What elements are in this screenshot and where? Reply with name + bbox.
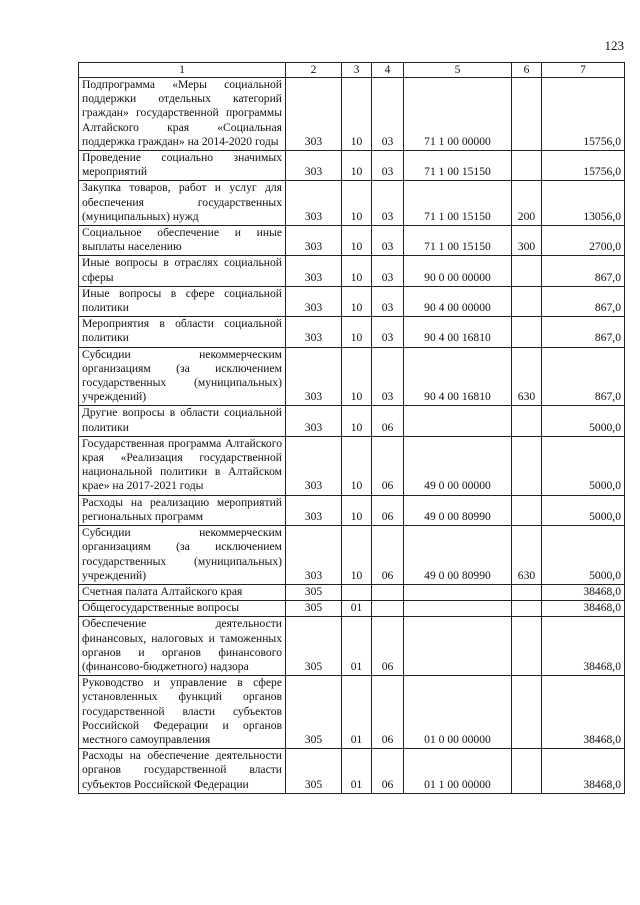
row-section-cell — [342, 584, 372, 600]
table-row — [79, 495, 625, 525]
row-name-cell: Подпрограмма «Меры социальной поддержки отдельных категорий граждан» государственной программы Алтайского края «Социальная поддержка граждан» на 2014-2020 годы — [79, 78, 286, 151]
row-expense-type-cell: 200 — [512, 181, 542, 226]
column-header: 7 — [542, 63, 625, 78]
row-expense-type-cell — [512, 286, 542, 316]
column-header: 6 — [512, 63, 542, 78]
row-amount-cell: 5000,0 — [542, 526, 625, 585]
row-name-cell: Счетная палата Алтайского края — [79, 584, 286, 600]
row-name-cell: Другие вопросы в области социальной политики — [79, 406, 286, 436]
row-section-cell: 10 — [342, 256, 372, 286]
row-section-cell: 01 — [342, 676, 372, 749]
table-row — [79, 226, 625, 256]
row-target-item-cell: 90 4 00 16810 — [404, 317, 512, 347]
row-name-cell: Мероприятия в области социальной политики — [79, 317, 286, 347]
row-expense-type-cell — [512, 676, 542, 749]
table-row — [79, 601, 625, 617]
row-amount-cell: 2700,0 — [542, 226, 625, 256]
row-expense-type-cell — [512, 151, 542, 181]
row-admin-code-cell: 303 — [286, 78, 342, 151]
row-admin-code-cell: 303 — [286, 406, 342, 436]
row-subsection-cell: 06 — [372, 676, 404, 749]
row-admin-code-cell: 303 — [286, 347, 342, 406]
row-admin-code-cell: 305 — [286, 601, 342, 617]
row-section-cell: 01 — [342, 617, 372, 676]
row-section-cell: 10 — [342, 78, 372, 151]
row-section-cell: 01 — [342, 749, 372, 794]
row-subsection-cell — [372, 601, 404, 617]
row-admin-code-cell: 303 — [286, 226, 342, 256]
row-target-item-cell — [404, 601, 512, 617]
row-expense-type-cell — [512, 317, 542, 347]
row-name-cell: Государственная программа Алтайского края «Реализация государственной национальной политики в Алтайском крае» на 2017-2021 годы — [79, 436, 286, 495]
row-name-cell: Иные вопросы в отраслях социальной сферы — [79, 256, 286, 286]
row-section-cell: 10 — [342, 181, 372, 226]
row-subsection-cell: 06 — [372, 406, 404, 436]
row-subsection-cell: 06 — [372, 436, 404, 495]
row-target-item-cell — [404, 584, 512, 600]
table-row — [79, 436, 625, 495]
row-target-item-cell: 71 1 00 15150 — [404, 151, 512, 181]
row-target-item-cell: 90 0 00 00000 — [404, 256, 512, 286]
column-header: 3 — [342, 63, 372, 78]
table-row — [79, 749, 625, 794]
row-amount-cell: 5000,0 — [542, 436, 625, 495]
column-header: 5 — [404, 63, 512, 78]
row-target-item-cell: 01 1 00 00000 — [404, 749, 512, 794]
row-subsection-cell: 03 — [372, 181, 404, 226]
row-section-cell: 10 — [342, 347, 372, 406]
row-subsection-cell: 03 — [372, 226, 404, 256]
row-expense-type-cell — [512, 749, 542, 794]
row-name-cell: Руководство и управление в сфере установленных функций органов государственной власти субъектов Российской Федерации и органов местного самоуправления — [79, 676, 286, 749]
row-amount-cell: 38468,0 — [542, 749, 625, 794]
row-expense-type-cell — [512, 601, 542, 617]
column-header: 2 — [286, 63, 342, 78]
row-admin-code-cell: 305 — [286, 676, 342, 749]
row-amount-cell: 867,0 — [542, 256, 625, 286]
row-admin-code-cell: 303 — [286, 317, 342, 347]
row-expense-type-cell — [512, 406, 542, 436]
row-name-cell: Иные вопросы в сфере социальной политики — [79, 286, 286, 316]
row-name-cell: Социальное обеспечение и иные выплаты населению — [79, 226, 286, 256]
row-target-item-cell: 90 4 00 16810 — [404, 347, 512, 406]
row-subsection-cell: 06 — [372, 749, 404, 794]
row-subsection-cell: 03 — [372, 286, 404, 316]
row-amount-cell: 5000,0 — [542, 406, 625, 436]
row-amount-cell: 867,0 — [542, 286, 625, 316]
table-row — [79, 584, 625, 600]
row-subsection-cell: 06 — [372, 617, 404, 676]
row-name-cell: Расходы на реализацию мероприятий региональных программ — [79, 495, 286, 525]
table-row — [79, 617, 625, 676]
row-expense-type-cell — [512, 495, 542, 525]
row-expense-type-cell: 630 — [512, 526, 542, 585]
row-expense-type-cell — [512, 78, 542, 151]
row-amount-cell: 38468,0 — [542, 676, 625, 749]
row-section-cell: 10 — [342, 526, 372, 585]
row-expense-type-cell: 630 — [512, 347, 542, 406]
row-amount-cell: 38468,0 — [542, 617, 625, 676]
row-name-cell: Расходы на обеспечение деятельности органов государственной власти субъектов Российской Федерации — [79, 749, 286, 794]
row-name-cell: Субсидии некоммерческим организациям (за исключением государственных (муниципальных) учреждений) — [79, 347, 286, 406]
row-subsection-cell: 06 — [372, 495, 404, 525]
row-admin-code-cell: 303 — [286, 495, 342, 525]
row-subsection-cell: 03 — [372, 347, 404, 406]
table-header-row — [79, 63, 625, 78]
row-section-cell: 10 — [342, 436, 372, 495]
row-subsection-cell: 03 — [372, 256, 404, 286]
row-target-item-cell: 49 0 00 00000 — [404, 436, 512, 495]
row-target-item-cell: 01 0 00 00000 — [404, 676, 512, 749]
row-admin-code-cell: 303 — [286, 151, 342, 181]
row-admin-code-cell: 303 — [286, 436, 342, 495]
row-admin-code-cell: 303 — [286, 526, 342, 585]
row-target-item-cell — [404, 617, 512, 676]
row-name-cell: Общегосударственные вопросы — [79, 601, 286, 617]
table-row — [79, 317, 625, 347]
table-row — [79, 526, 625, 585]
table-row — [79, 676, 625, 749]
row-admin-code-cell: 305 — [286, 749, 342, 794]
page-number: 123 — [604, 38, 624, 53]
column-header: 4 — [372, 63, 404, 78]
row-target-item-cell: 90 4 00 00000 — [404, 286, 512, 316]
column-header: 1 — [79, 63, 286, 78]
row-subsection-cell: 03 — [372, 317, 404, 347]
row-expense-type-cell — [512, 436, 542, 495]
row-amount-cell: 13056,0 — [542, 181, 625, 226]
row-expense-type-cell — [512, 617, 542, 676]
table-row — [79, 78, 625, 151]
row-admin-code-cell: 305 — [286, 584, 342, 600]
row-expense-type-cell — [512, 584, 542, 600]
table-row — [79, 347, 625, 406]
row-name-cell: Субсидии некоммерческим организациям (за исключением государственных (муниципальных) учреждений) — [79, 526, 286, 585]
table-row — [79, 286, 625, 316]
row-target-item-cell: 49 0 00 80990 — [404, 495, 512, 525]
row-amount-cell: 38468,0 — [542, 601, 625, 617]
table-row — [79, 406, 625, 436]
row-section-cell: 10 — [342, 406, 372, 436]
row-amount-cell: 867,0 — [542, 317, 625, 347]
row-admin-code-cell: 305 — [286, 617, 342, 676]
row-admin-code-cell: 303 — [286, 286, 342, 316]
row-target-item-cell: 71 1 00 00000 — [404, 78, 512, 151]
row-section-cell: 10 — [342, 286, 372, 316]
table-row — [79, 151, 625, 181]
table-row — [79, 181, 625, 226]
row-section-cell: 10 — [342, 151, 372, 181]
row-amount-cell: 38468,0 — [542, 584, 625, 600]
row-name-cell: Закупка товаров, работ и услуг для обеспечения государственных (муниципальных) нужд — [79, 181, 286, 226]
row-amount-cell: 5000,0 — [542, 495, 625, 525]
row-target-item-cell: 49 0 00 80990 — [404, 526, 512, 585]
row-section-cell: 01 — [342, 601, 372, 617]
row-name-cell: Проведение социально значимых мероприятий — [79, 151, 286, 181]
row-admin-code-cell: 303 — [286, 181, 342, 226]
row-target-item-cell: 71 1 00 15150 — [404, 181, 512, 226]
row-section-cell: 10 — [342, 226, 372, 256]
row-expense-type-cell: 300 — [512, 226, 542, 256]
table-row — [79, 256, 625, 286]
row-amount-cell: 15756,0 — [542, 151, 625, 181]
row-amount-cell: 867,0 — [542, 347, 625, 406]
row-subsection-cell: 03 — [372, 151, 404, 181]
row-expense-type-cell — [512, 256, 542, 286]
row-target-item-cell: 71 1 00 15150 — [404, 226, 512, 256]
row-section-cell: 10 — [342, 495, 372, 525]
row-subsection-cell: 03 — [372, 78, 404, 151]
row-name-cell: Обеспечение деятельности финансовых, налоговых и таможенных органов и органов финансового (финансово-бюджетного) надзора — [79, 617, 286, 676]
row-target-item-cell — [404, 406, 512, 436]
row-section-cell: 10 — [342, 317, 372, 347]
row-admin-code-cell: 303 — [286, 256, 342, 286]
row-subsection-cell: 06 — [372, 526, 404, 585]
row-amount-cell: 15756,0 — [542, 78, 625, 151]
budget-table — [78, 62, 625, 794]
row-subsection-cell — [372, 584, 404, 600]
